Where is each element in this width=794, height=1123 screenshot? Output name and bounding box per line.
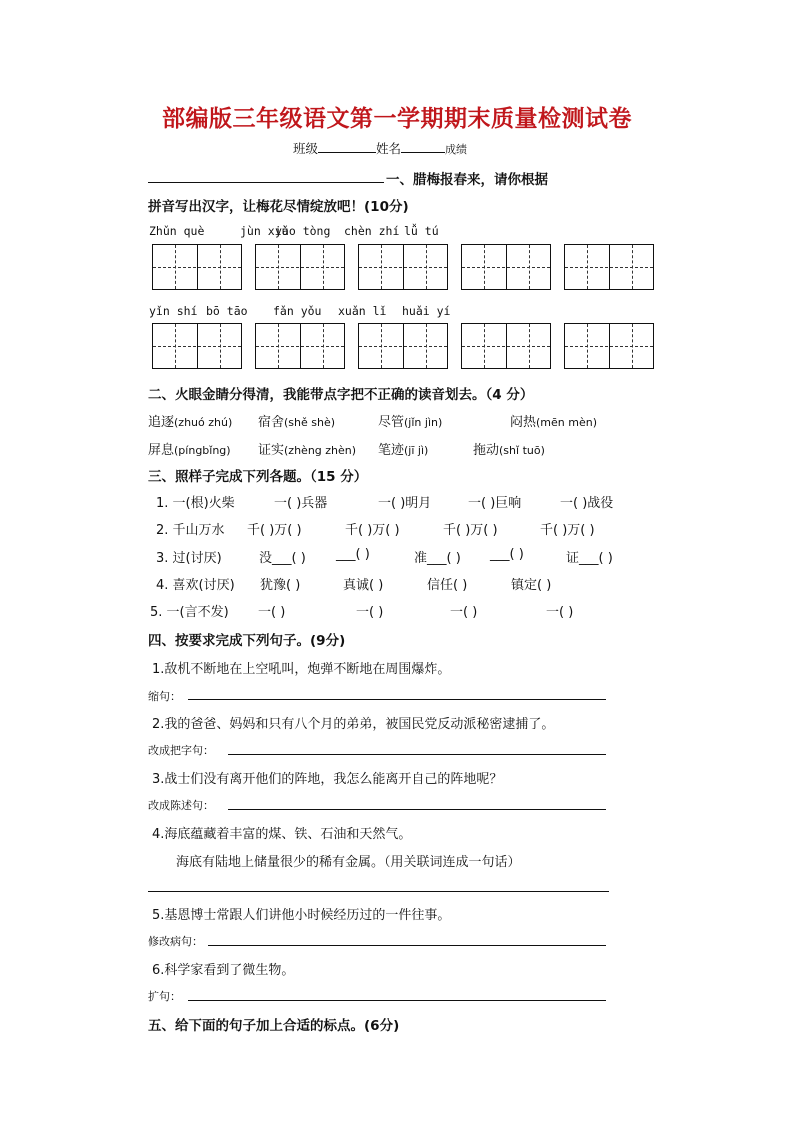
exercise-item: 一( )巨响 [468,496,522,511]
pinyin-1-2: jùn xiù [240,224,289,238]
exercise-item: 一( ) [258,605,286,620]
writing-grid[interactable] [255,323,345,369]
word-item: 宿舍(shě shè) [258,415,336,430]
writing-grid[interactable] [564,244,654,290]
exercise-item: 没___( ) [259,551,306,566]
question-text: 1.敌机不断地在上空吼叫，炮弹不断地在周围爆炸。 [152,662,451,677]
exercise-item: 一( ) [356,605,384,620]
exercise-item: 证___( ) [566,551,613,566]
writing-grid[interactable] [564,323,654,369]
answer-label: 扩句： [148,990,181,1003]
question-text: 6.科学家看到了微生物。 [152,963,295,978]
word-item: 尽管(jǐn jìn) [378,415,443,430]
student-info [293,139,467,157]
pinyin-1-3: yǎo tòng [275,224,331,238]
exercise-item: 准___( ) [414,551,461,566]
writing-grid[interactable] [358,244,448,290]
pinyin-2-3: fǎn yǒu [273,304,322,318]
answer-line[interactable] [188,699,606,700]
name-blank[interactable] [401,140,445,153]
question-text: 3.战士们没有离开他们的阵地，我怎么能离开自己的阵地呢？ [152,772,503,787]
exercise-item: 信任( ) [427,578,468,593]
exercise-item: 4. 喜欢(讨厌) [156,578,235,593]
name-label: 姓名 [376,141,402,156]
pinyin-2-4: xuǎn lǐ [338,304,387,318]
answer-line[interactable] [188,1000,606,1001]
writing-grid[interactable] [461,323,551,369]
answer-line[interactable] [148,891,609,892]
word-item: 笔迹(jī jì) [378,443,429,458]
pinyin-1-4: chèn zhí [344,224,400,238]
question-text: 海底有陆地上储量很少的稀有金属。（用关联词连成一句话） [176,855,521,870]
pinyin-2-1: yǐn shí [149,304,198,318]
question-text: 4.海底蕴藏着丰富的煤、铁、石油和天然气。 [152,827,412,842]
word-item: 追逐(zhuó zhú) [148,415,233,430]
question-text: 5.基恩博士常跟人们讲他小时候经历过的一件往事。 [152,908,451,923]
exercise-item: 一( ) [450,605,478,620]
section-1-heading: 一、腊梅报春来，请你根据 [386,172,548,188]
word-item: 证实(zhèng zhèn) [258,443,357,458]
class-label: 班级 [293,141,319,156]
score-label: 成绩 [445,143,468,156]
exercise-item: 千( )万( ) [540,523,595,538]
word-item: 闷热(mēn mèn) [510,415,598,430]
answer-line[interactable] [208,945,606,946]
exercise-item: 千( )万( ) [443,523,498,538]
pinyin-1-1: Zhǔn què [149,224,205,238]
exercise-item: ___( ) [336,547,370,562]
exercise-item: 镇定( ) [511,578,552,593]
answer-label: 缩句： [148,690,181,703]
exercise-item: 1. 一(根)火柴 [156,496,235,511]
word-item: 拖动(shǐ tuō) [473,443,545,458]
question-text: 2.我的爸爸、妈妈和只有八个月的弟弟，被国民党反动派秘密逮捕了。 [152,717,555,732]
page-title: 部编版三年级语文第一学期期末质量检测试卷 [162,105,632,132]
writing-grid[interactable] [152,323,242,369]
exercise-item: 2. 千山万水 [156,523,225,538]
section-5-heading: 五、给下面的句子加上合适的标点。(6分) [148,1018,400,1034]
answer-label: 改成陈述句： [148,799,214,812]
exercise-item: 一( )战役 [560,496,614,511]
writing-grid[interactable] [255,244,345,290]
exercise-item: 一( )明月 [378,496,432,511]
pinyin-2-2: bō tāo [206,304,248,318]
answer-label: 修改病句： [148,935,203,948]
writing-grid[interactable] [461,244,551,290]
exercise-item: 真诚( ) [343,578,384,593]
pinyin-2-5: huǎi yí [402,304,451,318]
exercise-item: 一( )兵器 [274,496,328,511]
answer-label: 改成把字句： [148,744,214,757]
word-item: 屏息(píngbǐng) [148,443,231,458]
heading-underline [148,182,384,183]
exercise-item: 5. 一(言不发) [150,605,229,620]
exercise-item: 犹豫( ) [260,578,301,593]
exercise-item: 3. 过(讨厌) [156,551,222,566]
section-3-heading: 三、照样子完成下列各题。（15 分） [148,469,368,485]
section-4-heading: 四、按要求完成下列句子。(9分) [148,633,346,649]
exercise-item: 千( )万( ) [247,523,302,538]
exercise-item: 一( ) [546,605,574,620]
section-2-heading: 二、火眼金睛分得清，我能带点字把不正确的读音划去。（4 分） [148,387,534,403]
writing-grid[interactable] [358,323,448,369]
exercise-item: 千( )万( ) [345,523,400,538]
class-blank[interactable] [318,140,376,153]
exercise-item: ___( ) [490,547,524,562]
answer-line[interactable] [228,809,606,810]
section-1-heading-line2: 拼音写出汉字，让梅花尽情绽放吧！(10分) [148,199,409,215]
writing-grid[interactable] [152,244,242,290]
answer-line[interactable] [228,754,606,755]
pinyin-1-5: lǚ tú [404,224,439,238]
